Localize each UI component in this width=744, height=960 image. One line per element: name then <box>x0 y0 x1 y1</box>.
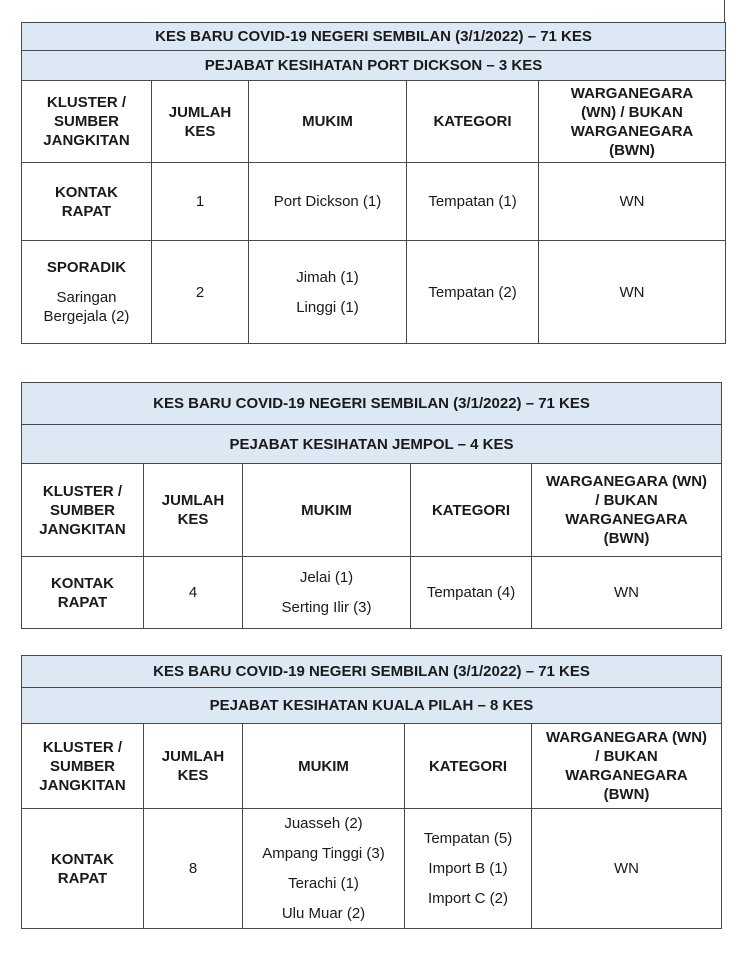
header-kategori: KATEGORI <box>407 81 539 163</box>
table-title: KES BARU COVID-19 NEGERI SEMBILAN (3/1/2022) – 71 KES <box>22 656 722 688</box>
table-title: KES BARU COVID-19 NEGERI SEMBILAN (3/1/2022) – 71 KES <box>22 23 726 51</box>
header-nationality: WARGANEGARA (WN) / BUKAN WARGANEGARA (BWN) <box>532 464 722 557</box>
source-cell: KONTAK RAPAT <box>22 557 144 629</box>
mukim-cell: Juasseh (2) Ampang Tinggi (3) Terachi (1) Ulu Muar (2) <box>243 809 405 929</box>
count-cell: 4 <box>144 557 243 629</box>
header-source: KLUSTER / SUMBER JANGKITAN <box>22 724 144 809</box>
count-cell: 8 <box>144 809 243 929</box>
status-cell: WN <box>539 163 726 241</box>
table-row <box>22 163 726 241</box>
table-row <box>22 241 726 344</box>
header-count: JUMLAH KES <box>144 724 243 809</box>
header-kategori: KATEGORI <box>405 724 532 809</box>
kategori-cell: Tempatan (5) Import B (1) Import C (2) <box>405 809 532 929</box>
mukim-cell: Jimah (1) Linggi (1) <box>249 241 407 344</box>
header-count: JUMLAH KES <box>144 464 243 557</box>
office-title: PEJABAT KESIHATAN PORT DICKSON – 3 KES <box>22 51 726 81</box>
status-cell: WN <box>532 809 722 929</box>
count-cell: 2 <box>152 241 249 344</box>
page-edge-line <box>724 0 725 22</box>
count-cell: 1 <box>152 163 249 241</box>
table-row <box>22 809 722 929</box>
header-mukim: MUKIM <box>249 81 407 163</box>
table-title: KES BARU COVID-19 NEGERI SEMBILAN (3/1/2022) – 71 KES <box>22 383 722 425</box>
header-mukim: MUKIM <box>243 464 411 557</box>
case-table-jempol <box>21 382 722 629</box>
header-nationality: WARGANEGARA (WN) / BUKAN WARGANEGARA (BWN) <box>532 724 722 809</box>
source-cell: KONTAK RAPAT <box>22 809 144 929</box>
kategori-cell: Tempatan (2) <box>407 241 539 344</box>
table-row <box>22 557 722 629</box>
status-cell: WN <box>532 557 722 629</box>
source-cell: SPORADIK Saringan Bergejala (2) <box>22 241 152 344</box>
mukim-cell: Jelai (1) Serting Ilir (3) <box>243 557 411 629</box>
case-table-port-dickson <box>21 22 726 344</box>
header-count: JUMLAH KES <box>152 81 249 163</box>
mukim-cell: Port Dickson (1) <box>249 163 407 241</box>
kategori-cell: Tempatan (1) <box>407 163 539 241</box>
status-cell: WN <box>539 241 726 344</box>
office-title: PEJABAT KESIHATAN JEMPOL – 4 KES <box>22 425 722 464</box>
header-source: KLUSTER / SUMBER JANGKITAN <box>22 464 144 557</box>
kategori-cell: Tempatan (4) <box>411 557 532 629</box>
header-kategori: KATEGORI <box>411 464 532 557</box>
source-cell: KONTAK RAPAT <box>22 163 152 241</box>
case-table-kuala-pilah <box>21 655 722 929</box>
header-source: KLUSTER / SUMBER JANGKITAN <box>22 81 152 163</box>
header-mukim: MUKIM <box>243 724 405 809</box>
header-nationality: WARGANEGARA (WN) / BUKAN WARGANEGARA (BWN) <box>539 81 726 163</box>
office-title: PEJABAT KESIHATAN KUALA PILAH – 8 KES <box>22 688 722 724</box>
